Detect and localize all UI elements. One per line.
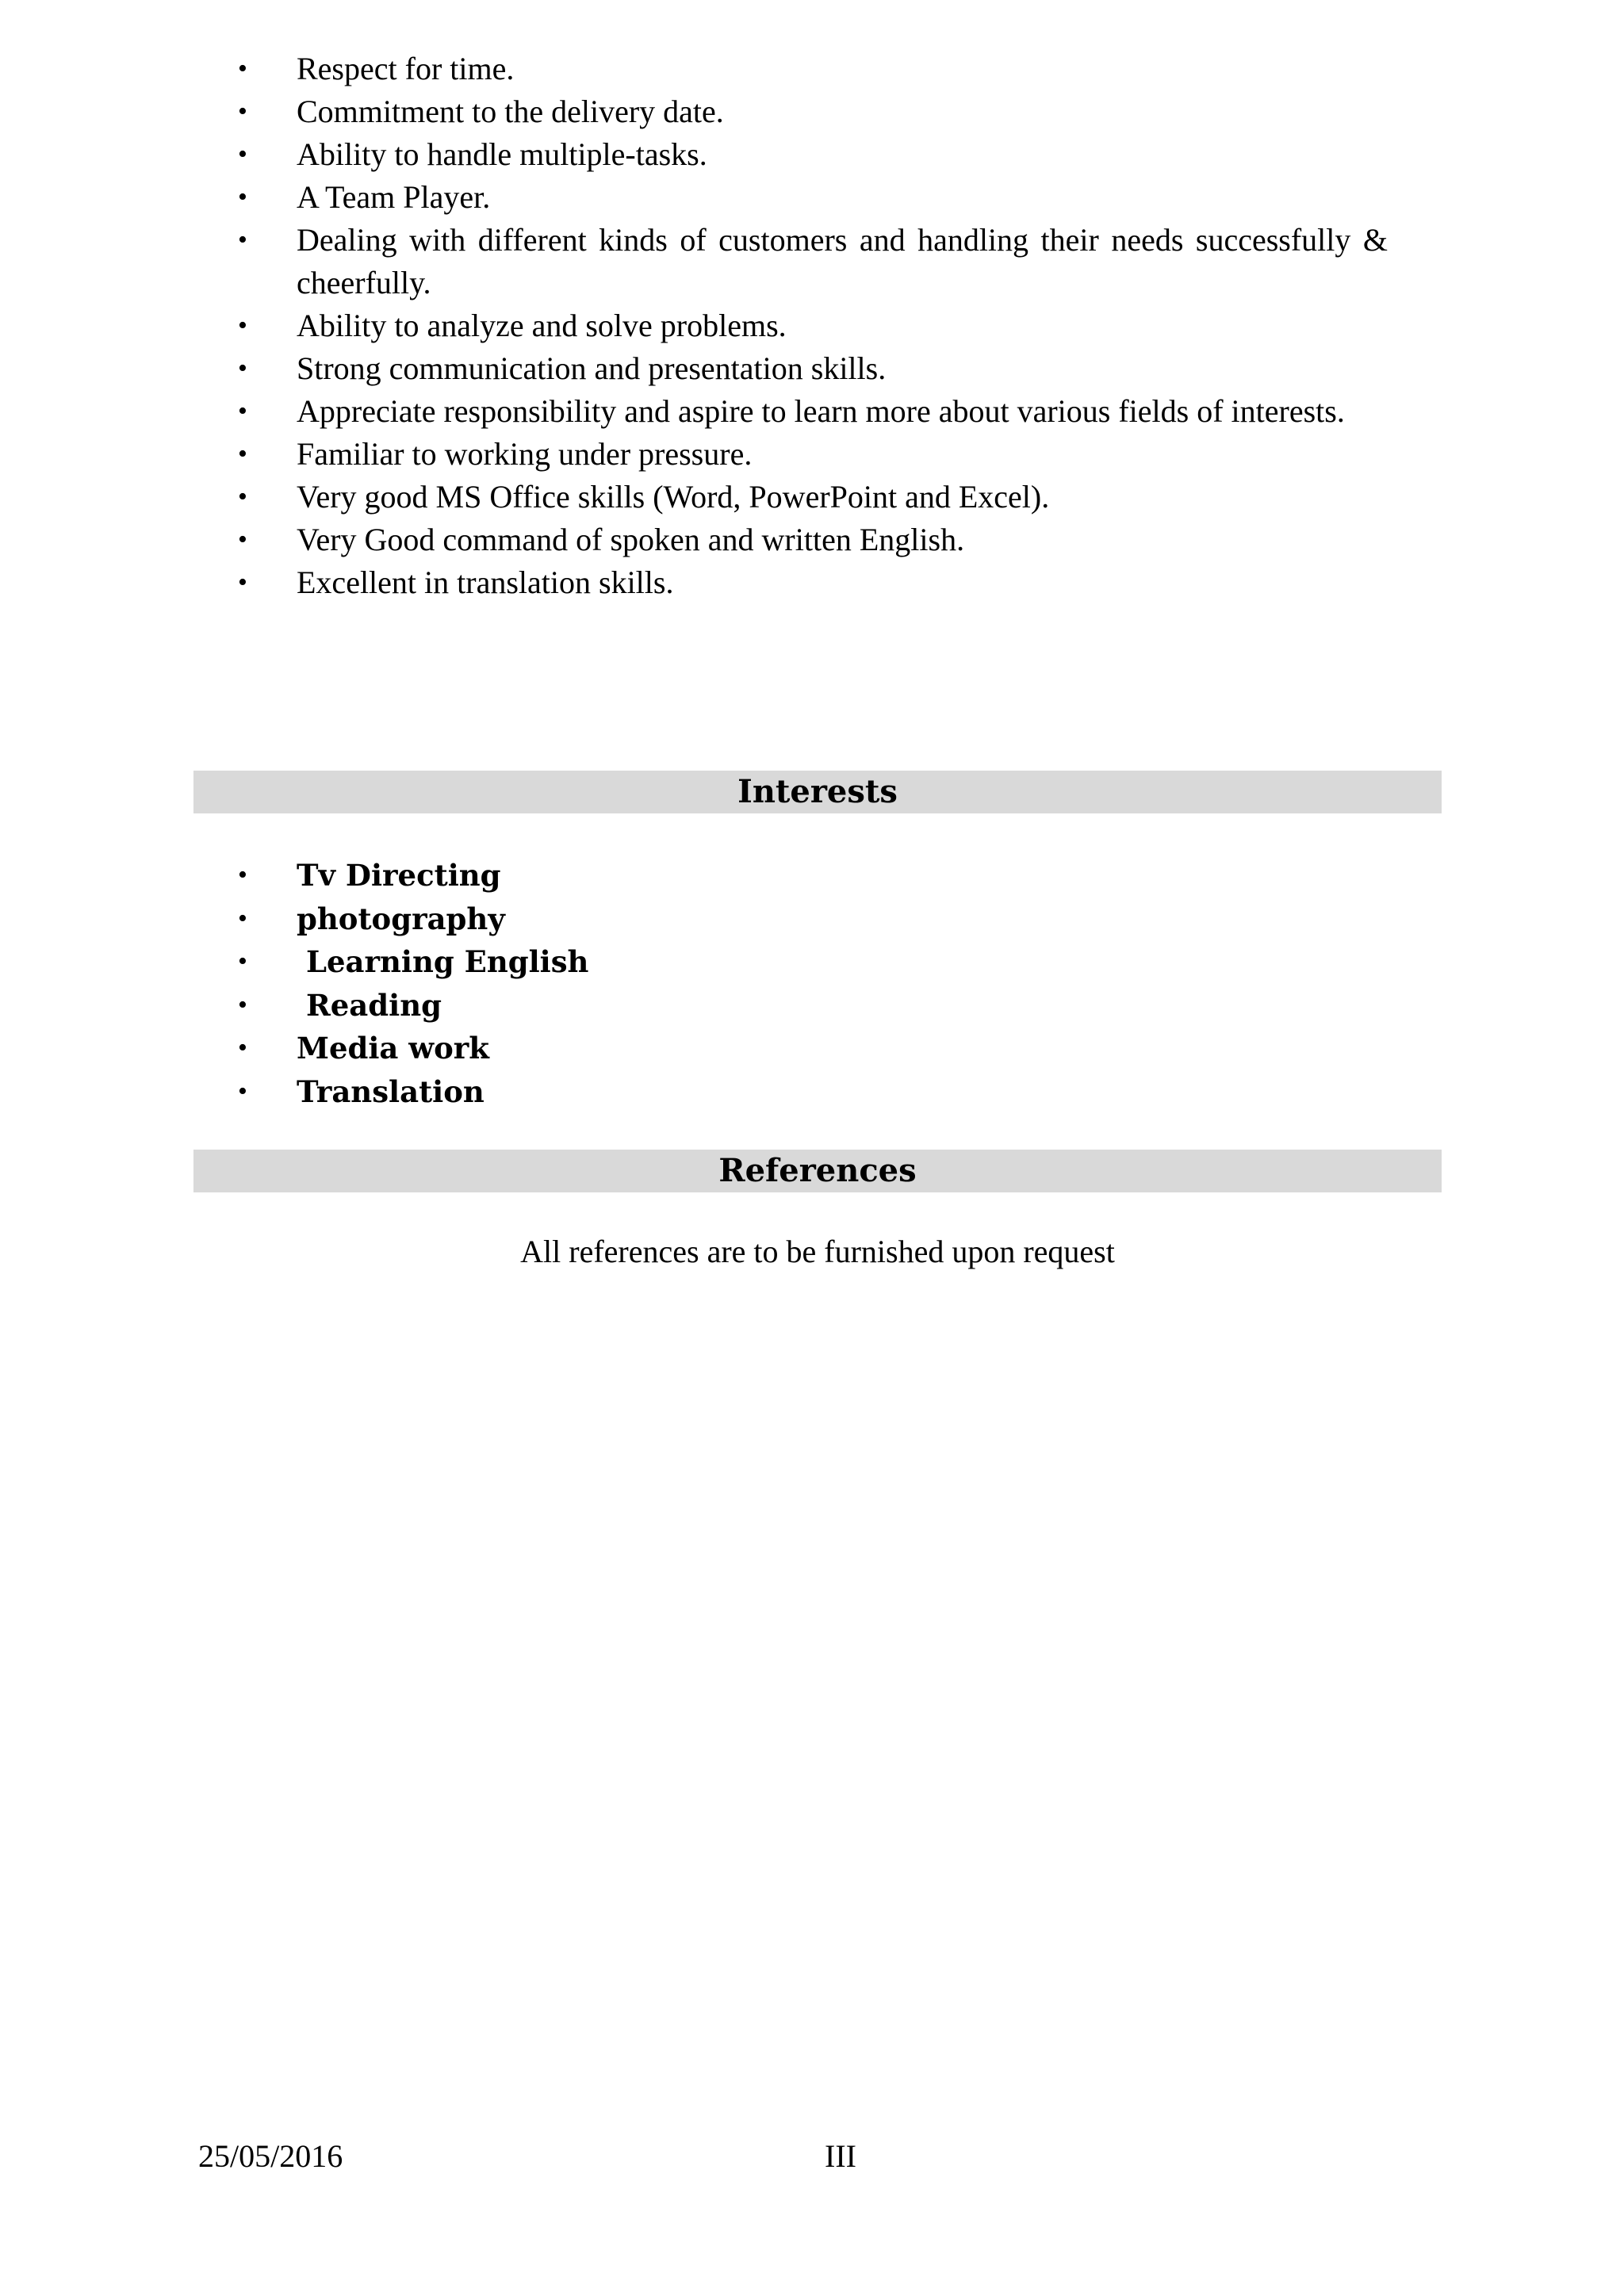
list-item bbox=[238, 854, 588, 897]
page-number: III bbox=[825, 2138, 856, 2174]
references-heading: References bbox=[193, 1150, 1442, 1192]
list-item: • Respect for time. bbox=[238, 48, 1388, 90]
footer-date: 25/05/2016 bbox=[198, 2138, 343, 2174]
list-item bbox=[238, 1070, 588, 1114]
interest-label: Reading bbox=[306, 987, 442, 1023]
list-item: • Very good MS Office skills (Word, PowerPoint and Excel). bbox=[238, 476, 1388, 519]
interest-label: Learning English bbox=[306, 944, 589, 979]
list-item: • A Team Player. bbox=[238, 176, 1388, 219]
list-item: • Ability to handle multiple-tasks. bbox=[238, 133, 1388, 176]
references-text: All references are to be furnished upon request bbox=[520, 1234, 1115, 1269]
list-item: • Strong communication and presentation skills. bbox=[238, 347, 1388, 390]
list-item: • Very Good command of spoken and written English. bbox=[238, 519, 1388, 561]
list-item bbox=[238, 1027, 588, 1070]
list-item: • Excellent in translation skills. bbox=[238, 561, 1388, 604]
interest-label: Media work bbox=[297, 1031, 489, 1066]
list-item: • Familiar to working under pressure. bbox=[238, 433, 1388, 476]
list-item bbox=[238, 940, 588, 984]
interests-heading: Interests bbox=[193, 771, 1442, 813]
interests-list bbox=[238, 854, 588, 1113]
list-item: • Dealing with different kinds of customers and handling their needs successfully & cheerfully. bbox=[238, 219, 1388, 304]
list-item: • Commitment to the delivery date. bbox=[238, 90, 1388, 133]
skills-list bbox=[238, 48, 1388, 604]
interest-label: photography bbox=[297, 901, 505, 936]
interest-label: Translation bbox=[297, 1073, 485, 1109]
list-item: • Ability to analyze and solve problems. bbox=[238, 304, 1388, 347]
list-item bbox=[238, 984, 588, 1027]
list-item bbox=[238, 897, 588, 941]
list-item: • Appreciate responsibility and aspire to learn more about various fields of interests. bbox=[238, 390, 1388, 433]
interest-label: Tv Directing bbox=[297, 858, 501, 893]
